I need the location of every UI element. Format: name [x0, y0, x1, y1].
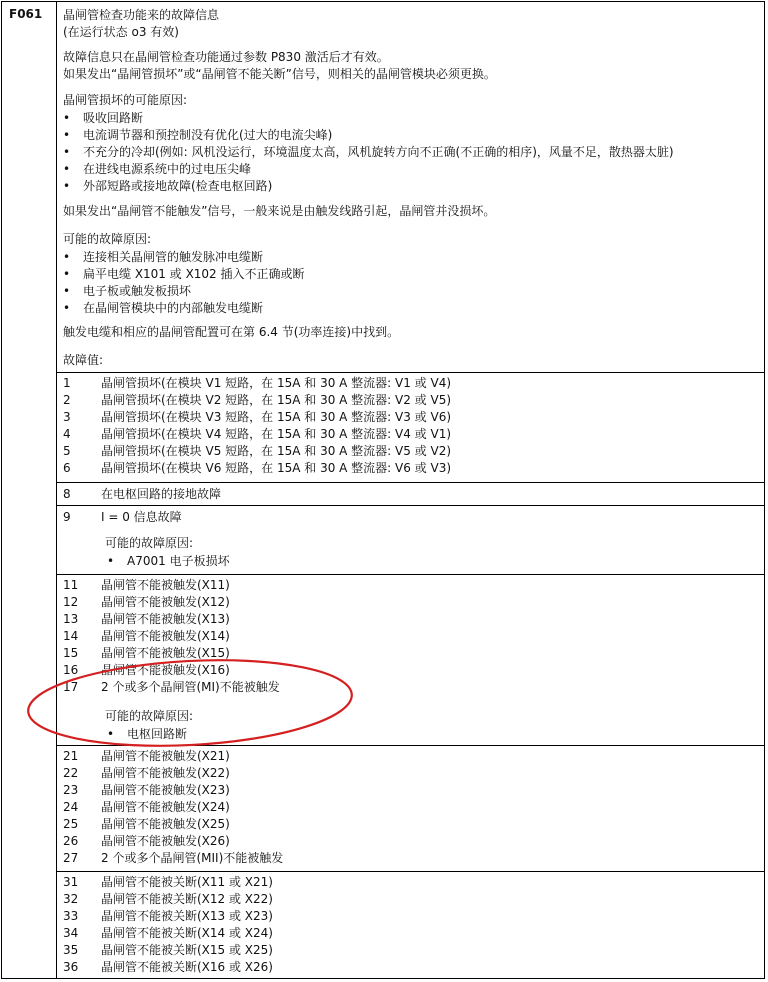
damaged-causes-title: 晶闸管损坏的可能原因:	[63, 93, 188, 107]
fault-value-text: 晶闸管不能被关断(X12 或 X22)	[101, 892, 273, 906]
fault-value-text: 晶闸管不能被触发(X15)	[101, 646, 230, 660]
fault-value-number: 35	[63, 943, 79, 957]
fault-value-text: 2 个或多个晶闸管(MII)不能被触发	[101, 851, 284, 865]
fault-value-number: 15	[63, 646, 79, 660]
fault-value-number: 33	[63, 909, 79, 923]
fault-value-text: 晶闸管损坏(在模块 V5 短路，在 15A 和 30 A 整流器: V5 或 V2)	[101, 444, 452, 458]
bullet-icon: •	[63, 162, 71, 176]
fault-value-number: 2	[63, 393, 71, 407]
damaged-cause-item-text: 吸收回路断	[83, 111, 144, 125]
fault-value-number: 1	[63, 376, 71, 390]
fault-value-text: 晶闸管损坏(在模块 V6 短路，在 15A 和 30 A 整流器: V6 或 V3)	[101, 461, 452, 475]
fault-value-number: 17	[63, 680, 79, 694]
fault-condition: (在运行状态 o3 有效)	[63, 25, 179, 39]
fault-value-text: 晶闸管损坏(在模块 V4 短路，在 15A 和 30 A 整流器: V4 或 V1)	[101, 427, 452, 441]
fault-value-text: 在电枢回路的接地故障	[101, 487, 222, 501]
bullet-icon: •	[63, 284, 71, 298]
fault-value-text: 2 个或多个晶闸管(MI)不能被触发	[101, 680, 280, 694]
fault-value-text: 晶闸管不能被触发(X14)	[101, 629, 230, 643]
fault-value-text: 晶闸管不能被关断(X11 或 X21)	[101, 875, 273, 889]
fault-value-number: 3	[63, 410, 71, 424]
fault-cause-item-text: 电子板或触发板损坏	[83, 284, 192, 298]
fault-value-number: 12	[63, 595, 79, 609]
fault-value-text: 晶闸管不能被触发(X26)	[101, 834, 230, 848]
fault-cause-item	[63, 266, 305, 282]
fault-value-number: 11	[63, 578, 79, 592]
damaged-cause-item	[63, 127, 332, 143]
fault-cause-item-text: 在晶闸管模块中的内部触发电缆断	[83, 301, 264, 315]
fault-value-number: 36	[63, 960, 79, 974]
damaged-cause-item	[63, 178, 272, 194]
intro-text-1: 故障信息只在晶闸管检查功能通过参数 P830 激活后才有效。	[63, 50, 389, 64]
bullet-icon: •	[63, 267, 71, 281]
fault-value-number: 6	[63, 461, 71, 475]
sub-cause-text: 电枢回路断	[127, 727, 188, 741]
fault-value-text: 晶闸管不能被关断(X13 或 X23)	[101, 909, 273, 923]
fault-value-number: 16	[63, 663, 79, 677]
divider	[57, 505, 764, 506]
damaged-cause-item	[63, 161, 251, 177]
damaged-cause-item	[63, 110, 143, 126]
damaged-cause-item-text: 外部短路或接地故障(检查电枢回路)	[83, 179, 273, 193]
fault-value-number: 32	[63, 892, 79, 906]
fault-causes-title: 可能的故障原因:	[63, 232, 152, 246]
damaged-cause-item-text: 在进线电源系统中的过电压尖峰	[83, 162, 252, 176]
sub-causes-title: 可能的故障原因:	[105, 536, 194, 550]
fault-value-number: 23	[63, 783, 79, 797]
fault-value-text: 晶闸管不能被触发(X11)	[101, 578, 230, 592]
fault-value-text: 晶闸管不能被触发(X24)	[101, 800, 230, 814]
sub-cause-text: A7001 电子板损坏	[127, 554, 230, 568]
bullet-icon: •	[63, 145, 71, 159]
fault-cause-item-text: 连接相关晶闸管的触发脉冲电缆断	[83, 250, 264, 264]
fault-value-number: 25	[63, 817, 79, 831]
fault-value-text: 晶闸管不能被触发(X25)	[101, 817, 230, 831]
divider	[57, 372, 764, 373]
fault-value-number: 27	[63, 851, 79, 865]
fault-value-text: 晶闸管损坏(在模块 V1 短路，在 15A 和 30 A 整流器: V1 或 V4)	[101, 376, 452, 390]
sub-cause-item	[107, 553, 230, 569]
divider	[57, 871, 764, 872]
fault-title: 晶闸管检查功能来的故障信息	[63, 8, 220, 22]
no-trigger-note: 如果发出“晶闸管不能触发”信号，一般来说是由触发线路引起，晶闸管并没损坏。	[63, 204, 496, 218]
fault-value-number: 13	[63, 612, 79, 626]
fault-value-number: 24	[63, 800, 79, 814]
fault-value-text: 晶闸管不能被触发(X22)	[101, 766, 230, 780]
fault-cause-item	[63, 249, 263, 265]
fault-value-number: 21	[63, 749, 79, 763]
bullet-icon: •	[107, 554, 115, 568]
bullet-icon: •	[63, 179, 71, 193]
fault-cause-item	[63, 300, 263, 316]
fault-cause-item-text: 扁平电缆 X101 或 X102 插入不正确或断	[83, 267, 305, 281]
fault-value-text: 晶闸管不能被触发(X12)	[101, 595, 230, 609]
fault-values-title: 故障值:	[63, 353, 104, 367]
fault-value-number: 14	[63, 629, 79, 643]
fault-code: F061	[9, 7, 43, 21]
bullet-icon: •	[63, 111, 71, 125]
bullet-icon: •	[63, 301, 71, 315]
fault-value-text: I = 0 信息故障	[101, 510, 182, 524]
fault-value-text: 晶闸管损坏(在模块 V2 短路，在 15A 和 30 A 整流器: V2 或 V5)	[101, 393, 452, 407]
bullet-icon: •	[107, 727, 115, 741]
fault-value-number: 5	[63, 444, 71, 458]
code-column	[2, 2, 57, 978]
damaged-cause-item-text: 电流调节器和预控制没有优化(过大的电流尖峰)	[83, 128, 333, 142]
damaged-cause-item-text: 不充分的冷却(例如: 风机没运行，环境温度太高，风机旋转方向不正确(不正确的相序)，风量不足，散热器太脏)	[83, 145, 674, 159]
description-column	[57, 2, 764, 978]
sub-causes-title: 可能的故障原因:	[105, 709, 194, 723]
fault-value-number: 8	[63, 487, 71, 501]
intro-text-2: 如果发出“晶闸管损坏”或“晶闸管不能关断”信号，则相关的晶闸管模块必须更换。	[63, 67, 496, 81]
fault-value-number: 34	[63, 926, 79, 940]
fault-value-text: 晶闸管不能被关断(X16 或 X26)	[101, 960, 273, 974]
fault-cause-item	[63, 283, 191, 299]
bullet-icon: •	[63, 128, 71, 142]
fault-value-text: 晶闸管不能被触发(X13)	[101, 612, 230, 626]
fault-value-number: 26	[63, 834, 79, 848]
sub-cause-item	[107, 726, 187, 742]
fault-value-text: 晶闸管不能被触发(X21)	[101, 749, 230, 763]
bullet-icon: •	[63, 250, 71, 264]
fault-value-text: 晶闸管不能被触发(X16)	[101, 663, 230, 677]
divider	[57, 745, 764, 746]
fault-value-number: 4	[63, 427, 71, 441]
fault-value-number: 9	[63, 510, 71, 524]
fault-value-text: 晶闸管不能被关断(X15 或 X25)	[101, 943, 273, 957]
config-note: 触发电缆和相应的晶闸管配置可在第 6.4 节(功率连接)中找到。	[63, 325, 400, 339]
fault-table	[1, 1, 765, 979]
damaged-cause-item	[63, 144, 674, 160]
fault-value-text: 晶闸管不能被关断(X14 或 X24)	[101, 926, 273, 940]
divider	[57, 574, 764, 575]
fault-value-text: 晶闸管损坏(在模块 V3 短路，在 15A 和 30 A 整流器: V3 或 V6)	[101, 410, 452, 424]
fault-value-number: 22	[63, 766, 79, 780]
fault-value-number: 31	[63, 875, 79, 889]
fault-value-text: 晶闸管不能被触发(X23)	[101, 783, 230, 797]
divider	[57, 482, 764, 483]
